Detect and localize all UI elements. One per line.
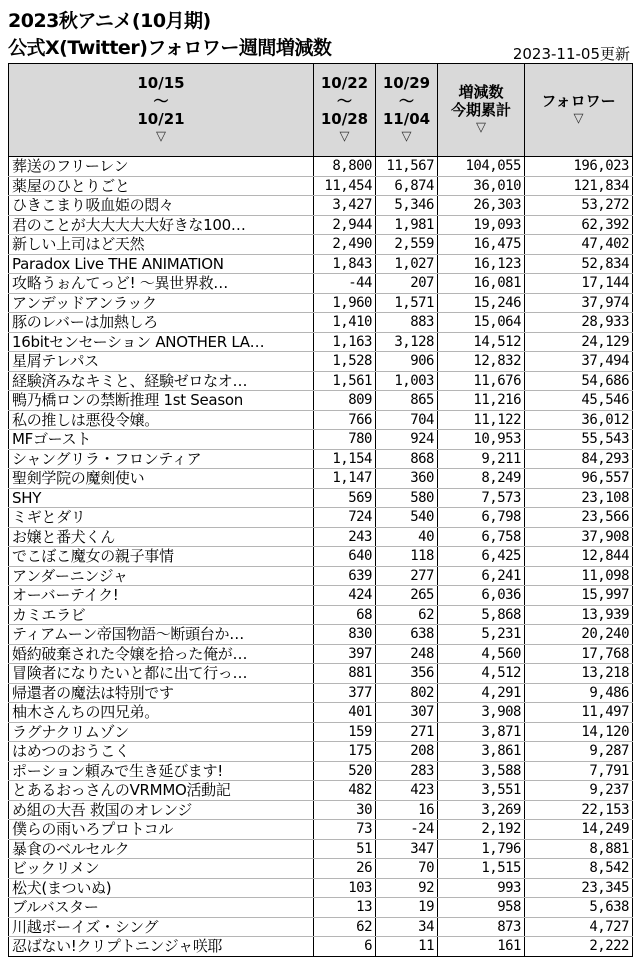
cumulative-change: 10,953 <box>438 430 525 450</box>
page-subtitle: 公式X(Twitter)フォロワー週間増減数 <box>8 37 332 59</box>
anime-title: アンダーニンジャ <box>9 566 314 586</box>
follower-count: 9,486 <box>525 683 633 703</box>
follower-count: 121,834 <box>525 176 633 196</box>
cumulative-change: 3,588 <box>438 761 525 781</box>
follower-count: 9,287 <box>525 742 633 762</box>
follower-count: 54,686 <box>525 371 633 391</box>
anime-title: MFゴースト <box>9 430 314 450</box>
sort-icon[interactable]: ▽ <box>156 129 166 144</box>
cumulative-change: 7,573 <box>438 488 525 508</box>
cumulative-change: 15,064 <box>438 313 525 333</box>
follower-count: 23,345 <box>525 878 633 898</box>
week3-change: 3,128 <box>376 332 438 352</box>
week3-change: 277 <box>376 566 438 586</box>
follower-count: 4,727 <box>525 917 633 937</box>
week2-change: 26 <box>314 859 376 879</box>
follower-count: 52,834 <box>525 254 633 274</box>
week2-start: 10/22 <box>320 74 369 92</box>
week3-change: 307 <box>376 703 438 723</box>
follower-count: 8,881 <box>525 839 633 859</box>
table-row <box>9 742 633 762</box>
cumulative-change: 8,249 <box>438 469 525 489</box>
cumulative-change: 104,055 <box>438 157 525 177</box>
follower-count: 196,023 <box>525 157 633 177</box>
table-row <box>9 683 633 703</box>
cumulative-change: 16,081 <box>438 274 525 294</box>
follower-count: 47,402 <box>525 235 633 255</box>
week3-change: 868 <box>376 449 438 469</box>
week3-change: 248 <box>376 644 438 664</box>
sort-icon[interactable]: ▽ <box>339 129 350 144</box>
table-row <box>9 917 633 937</box>
week3-change: 1,003 <box>376 371 438 391</box>
cumulative-label-2: 今期累計 <box>450 101 511 119</box>
table-row <box>9 352 633 372</box>
week2-change: 482 <box>314 781 376 801</box>
table-row <box>9 391 633 411</box>
anime-title: シャングリラ・フロンティア <box>9 449 314 469</box>
table-row <box>9 293 633 313</box>
cumulative-change: 9,211 <box>438 449 525 469</box>
week2-change: 68 <box>314 605 376 625</box>
week3-change: 271 <box>376 722 438 742</box>
anime-title: 攻略うぉんてっど! 〜異世界救… <box>9 274 314 294</box>
page-header <box>0 0 640 63</box>
cumulative-change: 4,560 <box>438 644 525 664</box>
week2-change: 640 <box>314 547 376 567</box>
cumulative-change: 161 <box>438 937 525 957</box>
cumulative-change: 26,303 <box>438 196 525 216</box>
week2-change: 1,843 <box>314 254 376 274</box>
cumulative-change: 3,871 <box>438 722 525 742</box>
week3-change: 92 <box>376 878 438 898</box>
week3-end: 11/04 <box>382 110 431 128</box>
table-row <box>9 781 633 801</box>
week2-change: 8,800 <box>314 157 376 177</box>
follower-count: 17,144 <box>525 274 633 294</box>
week3-change: 5,346 <box>376 196 438 216</box>
anime-title: 冒険者になりたいと都に出て行っ… <box>9 664 314 684</box>
anime-title: ビックリメン <box>9 859 314 879</box>
follower-count: 11,497 <box>525 703 633 723</box>
table-row <box>9 508 633 528</box>
column-header-week1[interactable] <box>9 64 314 157</box>
week3-change: 1,981 <box>376 215 438 235</box>
table-row <box>9 430 633 450</box>
week2-change: 1,147 <box>314 469 376 489</box>
anime-title: 柚木さんちの四兄弟。 <box>9 703 314 723</box>
week3-change: 580 <box>376 488 438 508</box>
week2-change: 175 <box>314 742 376 762</box>
column-header-cumulative[interactable] <box>438 64 525 157</box>
anime-title: 川越ボーイズ・シング <box>9 917 314 937</box>
table-row <box>9 605 633 625</box>
anime-title: ひきこまり吸血姫の悶々 <box>9 196 314 216</box>
table-row <box>9 332 633 352</box>
follower-count: 36,012 <box>525 410 633 430</box>
week2-change: 397 <box>314 644 376 664</box>
follower-count: 5,638 <box>525 898 633 918</box>
follower-count: 7,791 <box>525 761 633 781</box>
anime-title: ポーション頼みで生き延びます! <box>9 761 314 781</box>
week3-change: 1,571 <box>376 293 438 313</box>
cumulative-change: 3,551 <box>438 781 525 801</box>
cumulative-change: 958 <box>438 898 525 918</box>
cumulative-change: 3,861 <box>438 742 525 762</box>
anime-title: 16bitセンセーション ANOTHER LA… <box>9 332 314 352</box>
anime-title: とあるおっさんのVRMMO活動記 <box>9 781 314 801</box>
cumulative-change: 15,246 <box>438 293 525 313</box>
week2-change: -44 <box>314 274 376 294</box>
week3-change: 208 <box>376 742 438 762</box>
follower-count: 13,218 <box>525 664 633 684</box>
cumulative-change: 14,512 <box>438 332 525 352</box>
table-row <box>9 235 633 255</box>
week2-change: 11,454 <box>314 176 376 196</box>
week2-sep: 〜 <box>336 92 352 110</box>
week2-change: 424 <box>314 586 376 606</box>
follower-count: 8,542 <box>525 859 633 879</box>
cumulative-change: 12,832 <box>438 352 525 372</box>
anime-title: ミギとダリ <box>9 508 314 528</box>
anime-title: ティアムーン帝国物語〜断頭台か… <box>9 625 314 645</box>
week3-change: 11,567 <box>376 157 438 177</box>
week2-change: 1,960 <box>314 293 376 313</box>
week2-change: 1,163 <box>314 332 376 352</box>
week2-change: 30 <box>314 800 376 820</box>
table-row <box>9 800 633 820</box>
anime-title: 鴨乃橋ロンの禁断推理 1st Season <box>9 391 314 411</box>
week3-change: 2,559 <box>376 235 438 255</box>
table-row <box>9 157 633 177</box>
week2-change: 2,490 <box>314 235 376 255</box>
week3-change: 802 <box>376 683 438 703</box>
cumulative-change: 11,676 <box>438 371 525 391</box>
table-row <box>9 722 633 742</box>
table-row <box>9 878 633 898</box>
anime-title: はめつのおうこく <box>9 742 314 762</box>
table-row <box>9 215 633 235</box>
sort-icon[interactable]: ▽ <box>401 129 412 144</box>
column-header-followers[interactable] <box>525 64 633 157</box>
followers-label: フォロワー <box>541 92 616 110</box>
week2-change: 569 <box>314 488 376 508</box>
table-row <box>9 644 633 664</box>
cumulative-label-1: 増減数 <box>458 83 504 101</box>
week2-change: 51 <box>314 839 376 859</box>
week3-sep: 〜 <box>398 92 414 110</box>
week3-change: 865 <box>376 391 438 411</box>
week2-change: 1,410 <box>314 313 376 333</box>
sort-icon[interactable]: ▽ <box>476 120 486 135</box>
table-row <box>9 371 633 391</box>
anime-title: 松犬(まついぬ) <box>9 878 314 898</box>
table-row <box>9 176 633 196</box>
follower-count: 84,293 <box>525 449 633 469</box>
week3-start: 10/29 <box>382 74 431 92</box>
week3-change: 356 <box>376 664 438 684</box>
week2-change: 520 <box>314 761 376 781</box>
week3-change: 1,027 <box>376 254 438 274</box>
week3-change: 118 <box>376 547 438 567</box>
table-row <box>9 566 633 586</box>
week2-change: 3,427 <box>314 196 376 216</box>
table-row <box>9 937 633 957</box>
anime-title: 婚約破棄された令嬢を拾った俺が… <box>9 644 314 664</box>
week2-change: 766 <box>314 410 376 430</box>
follower-count: 24,129 <box>525 332 633 352</box>
follower-count: 13,939 <box>525 605 633 625</box>
anime-title: 私の推しは悪役令嬢。 <box>9 410 314 430</box>
week2-change: 881 <box>314 664 376 684</box>
cumulative-change: 5,231 <box>438 625 525 645</box>
cumulative-change: 873 <box>438 917 525 937</box>
cumulative-change: 11,216 <box>438 391 525 411</box>
cumulative-change: 3,269 <box>438 800 525 820</box>
follower-count: 37,908 <box>525 527 633 547</box>
follower-count: 62,392 <box>525 215 633 235</box>
column-header-week3[interactable] <box>376 64 438 157</box>
follower-count: 2,222 <box>525 937 633 957</box>
table-row <box>9 527 633 547</box>
week3-change: 540 <box>376 508 438 528</box>
cumulative-change: 3,908 <box>438 703 525 723</box>
anime-title: 聖剣学院の魔剣使い <box>9 469 314 489</box>
week3-change: 34 <box>376 917 438 937</box>
follower-count: 15,997 <box>525 586 633 606</box>
week1-sep: 〜 <box>153 92 169 110</box>
week3-change: 423 <box>376 781 438 801</box>
follower-count: 53,272 <box>525 196 633 216</box>
anime-title: 葬送のフリーレン <box>9 157 314 177</box>
week3-change: 924 <box>376 430 438 450</box>
week3-change: 62 <box>376 605 438 625</box>
anime-title: ブルバスター <box>9 898 314 918</box>
table-row <box>9 820 633 840</box>
table-row <box>9 839 633 859</box>
cumulative-change: 36,010 <box>438 176 525 196</box>
cumulative-change: 993 <box>438 878 525 898</box>
table-row <box>9 898 633 918</box>
table-row <box>9 196 633 216</box>
anime-title: ラグナクリムゾン <box>9 722 314 742</box>
week2-end: 10/28 <box>320 110 369 128</box>
week2-change: 103 <box>314 878 376 898</box>
anime-title: 豚のレバーは加熱しろ <box>9 313 314 333</box>
table-row <box>9 664 633 684</box>
week3-change: 19 <box>376 898 438 918</box>
table-row <box>9 274 633 294</box>
follower-count: 23,566 <box>525 508 633 528</box>
cumulative-change: 11,122 <box>438 410 525 430</box>
cumulative-change: 19,093 <box>438 215 525 235</box>
follower-count: 96,557 <box>525 469 633 489</box>
week3-change: 906 <box>376 352 438 372</box>
page-title: 2023秋アニメ(10月期) <box>8 10 211 32</box>
week2-change: 780 <box>314 430 376 450</box>
anime-title: Paradox Live THE ANIMATION <box>9 254 314 274</box>
table-row <box>9 254 633 274</box>
anime-title: 新しい上司はど天然 <box>9 235 314 255</box>
week1-end: 10/21 <box>137 110 185 128</box>
week3-change: 70 <box>376 859 438 879</box>
week2-change: 1,561 <box>314 371 376 391</box>
follower-count: 14,249 <box>525 820 633 840</box>
anime-title: 暴食のベルセルク <box>9 839 314 859</box>
week3-change: 6,874 <box>376 176 438 196</box>
week2-change: 159 <box>314 722 376 742</box>
table-row <box>9 313 633 333</box>
week3-change: -24 <box>376 820 438 840</box>
anime-title: 星屑テレパス <box>9 352 314 372</box>
table-row <box>9 586 633 606</box>
follower-count: 9,237 <box>525 781 633 801</box>
week2-change: 639 <box>314 566 376 586</box>
table-row <box>9 410 633 430</box>
week3-change: 704 <box>376 410 438 430</box>
cumulative-change: 4,291 <box>438 683 525 703</box>
week3-change: 11 <box>376 937 438 957</box>
anime-title: 経験済みなキミと、経験ゼロなオ… <box>9 371 314 391</box>
follower-count: 22,153 <box>525 800 633 820</box>
anime-title: お嬢と番犬くん <box>9 527 314 547</box>
table-row <box>9 488 633 508</box>
cumulative-change: 5,868 <box>438 605 525 625</box>
anime-title: め組の大吾 救国のオレンジ <box>9 800 314 820</box>
week2-change: 830 <box>314 625 376 645</box>
anime-title: 君のことが大大大大大好きな100… <box>9 215 314 235</box>
follower-count: 14,120 <box>525 722 633 742</box>
week3-change: 265 <box>376 586 438 606</box>
cumulative-change: 16,123 <box>438 254 525 274</box>
cumulative-change: 6,798 <box>438 508 525 528</box>
cumulative-change: 2,192 <box>438 820 525 840</box>
week2-change: 1,154 <box>314 449 376 469</box>
week3-change: 360 <box>376 469 438 489</box>
cumulative-change: 6,758 <box>438 527 525 547</box>
table-row <box>9 469 633 489</box>
anime-title: 忍ばない!クリプトニンジャ咲耶 <box>9 937 314 957</box>
week2-change: 6 <box>314 937 376 957</box>
cumulative-change: 6,241 <box>438 566 525 586</box>
follower-count: 37,974 <box>525 293 633 313</box>
follower-count: 37,494 <box>525 352 633 372</box>
follower-table <box>8 63 633 957</box>
week2-change: 13 <box>314 898 376 918</box>
updated-date: 2023-11-05更新 <box>512 45 630 63</box>
follower-count: 55,543 <box>525 430 633 450</box>
cumulative-change: 1,515 <box>438 859 525 879</box>
table-body <box>9 157 633 957</box>
anime-title: アンデッドアンラック <box>9 293 314 313</box>
follower-count: 12,844 <box>525 547 633 567</box>
week3-change: 883 <box>376 313 438 333</box>
week1-start: 10/15 <box>137 74 185 92</box>
column-header-week2[interactable] <box>314 64 376 157</box>
follower-count: 20,240 <box>525 625 633 645</box>
week2-change: 243 <box>314 527 376 547</box>
anime-title: SHY <box>9 488 314 508</box>
week2-change: 377 <box>314 683 376 703</box>
follower-count: 11,098 <box>525 566 633 586</box>
week2-change: 2,944 <box>314 215 376 235</box>
week2-change: 401 <box>314 703 376 723</box>
table-row <box>9 761 633 781</box>
table-row <box>9 859 633 879</box>
week3-change: 16 <box>376 800 438 820</box>
follower-count: 45,546 <box>525 391 633 411</box>
table-row <box>9 703 633 723</box>
table-row <box>9 449 633 469</box>
follower-count: 28,933 <box>525 313 633 333</box>
cumulative-change: 4,512 <box>438 664 525 684</box>
week3-change: 40 <box>376 527 438 547</box>
sort-icon[interactable]: ▽ <box>573 111 584 126</box>
week3-change: 347 <box>376 839 438 859</box>
table-row <box>9 547 633 567</box>
week2-change: 62 <box>314 917 376 937</box>
week2-change: 809 <box>314 391 376 411</box>
week2-change: 1,528 <box>314 352 376 372</box>
week3-change: 638 <box>376 625 438 645</box>
anime-title: 僕らの雨いろプロトコル <box>9 820 314 840</box>
week3-change: 283 <box>376 761 438 781</box>
week2-change: 724 <box>314 508 376 528</box>
follower-count: 23,108 <box>525 488 633 508</box>
anime-title: 薬屋のひとりごと <box>9 176 314 196</box>
follower-count: 17,768 <box>525 644 633 664</box>
anime-title: オーバーテイク! <box>9 586 314 606</box>
cumulative-change: 6,036 <box>438 586 525 606</box>
table-row <box>9 625 633 645</box>
anime-title: でこぼこ魔女の親子事情 <box>9 547 314 567</box>
week3-change: 207 <box>376 274 438 294</box>
week2-change: 73 <box>314 820 376 840</box>
anime-title: 帰還者の魔法は特別です <box>9 683 314 703</box>
cumulative-change: 16,475 <box>438 235 525 255</box>
cumulative-change: 1,796 <box>438 839 525 859</box>
cumulative-change: 6,425 <box>438 547 525 567</box>
anime-title: カミエラビ <box>9 605 314 625</box>
